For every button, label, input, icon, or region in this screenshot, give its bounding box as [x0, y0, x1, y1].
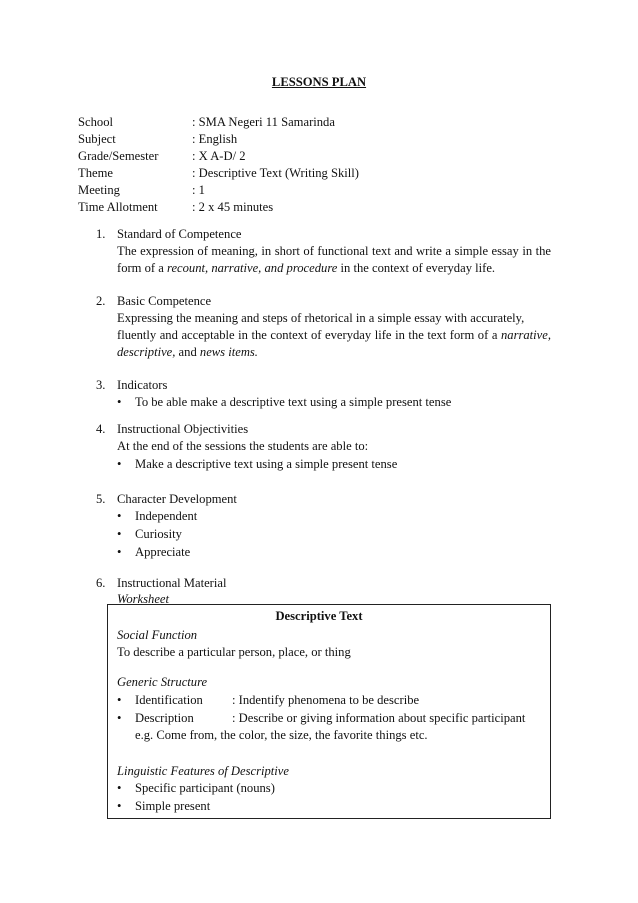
- info-label-subject: Subject: [78, 132, 116, 146]
- list-item: Appreciate: [135, 545, 191, 559]
- bullet-icon: •: [117, 711, 122, 725]
- list-item: Independent: [135, 509, 198, 523]
- document-title: LESSONS PLAN: [271, 75, 367, 89]
- section-number: 1.: [96, 227, 106, 241]
- info-value-school: : SMA Negeri 11 Samarinda: [192, 115, 335, 129]
- section-number: 4.: [96, 422, 106, 436]
- info-value-subject: : English: [192, 132, 238, 146]
- info-value-time: : 2 x 45 minutes: [192, 200, 274, 214]
- info-label-time: Time Allotment: [78, 200, 158, 214]
- section-number: 5.: [96, 492, 106, 506]
- section-heading-indicators: Indicators: [117, 378, 168, 392]
- social-function-heading: Social Function: [117, 628, 198, 642]
- section-text: The expression of meaning, in short of functional text and write a simple essay in the: [117, 244, 551, 258]
- generic-structure-value: : Indentify phenomena to be describe: [232, 693, 420, 707]
- info-value-meeting: : 1: [192, 183, 205, 197]
- generic-structure-heading: Generic Structure: [117, 675, 208, 689]
- section-text: descriptive, and news items.: [117, 345, 258, 359]
- section-text: fluently and acceptable in the context of everyday life in the text form of a narrative,: [117, 328, 551, 342]
- section-text: Expressing the meaning and steps of rhetorical in a simple essay with accurately,: [117, 311, 525, 325]
- list-item: Curiosity: [135, 527, 182, 541]
- generic-structure-example: e.g. Come from, the color, the size, the favorite things etc.: [135, 728, 428, 742]
- generic-structure-label: Identification: [135, 693, 203, 707]
- bullet-icon: •: [117, 799, 122, 813]
- section-subheading-worksheet: Worksheet: [117, 592, 169, 606]
- bullet-icon: •: [117, 509, 122, 523]
- bullet-icon: •: [117, 693, 122, 707]
- info-label-theme: Theme: [78, 166, 113, 180]
- bullet-icon: •: [117, 781, 122, 795]
- section-heading-objectives: Instructional Objectivities: [117, 422, 249, 436]
- list-item: Specific participant (nouns): [135, 781, 275, 795]
- generic-structure-label: Description: [135, 711, 194, 725]
- list-item: Make a descriptive text using a simple present tense: [135, 457, 398, 471]
- bullet-icon: •: [117, 527, 122, 541]
- info-label-school: School: [78, 115, 113, 129]
- info-label-meeting: Meeting: [78, 183, 120, 197]
- linguistic-features-heading: Linguistic Features of Descriptive: [117, 764, 289, 778]
- list-item: Simple present: [135, 799, 211, 813]
- info-value-grade: : X A-D/ 2: [192, 149, 246, 163]
- worksheet-title: Descriptive Text: [275, 609, 363, 623]
- list-item: To be able make a descriptive text using a simple present tense: [135, 395, 452, 409]
- bullet-icon: •: [117, 457, 122, 471]
- section-number: 2.: [96, 294, 106, 308]
- info-value-theme: : Descriptive Text (Writing Skill): [192, 166, 359, 180]
- info-label-grade: Grade/Semester: [78, 149, 159, 163]
- section-number: 6.: [96, 576, 106, 590]
- section-heading-character: Character Development: [117, 492, 237, 506]
- generic-structure-value: : Describe or giving information about specific participant: [232, 711, 526, 725]
- section-heading-basic: Basic Competence: [117, 294, 212, 308]
- bullet-icon: •: [117, 395, 122, 409]
- bullet-icon: •: [117, 545, 122, 559]
- section-heading-standard: Standard of Competence: [117, 227, 242, 241]
- section-number: 3.: [96, 378, 106, 392]
- section-heading-material: Instructional Material: [117, 576, 227, 590]
- section-text: At the end of the sessions the students are able to:: [117, 439, 369, 453]
- social-function-text: To describe a particular person, place, or thing: [117, 645, 351, 659]
- section-text: form of a recount, narrative, and procedure in the context of everyday life.: [117, 261, 496, 275]
